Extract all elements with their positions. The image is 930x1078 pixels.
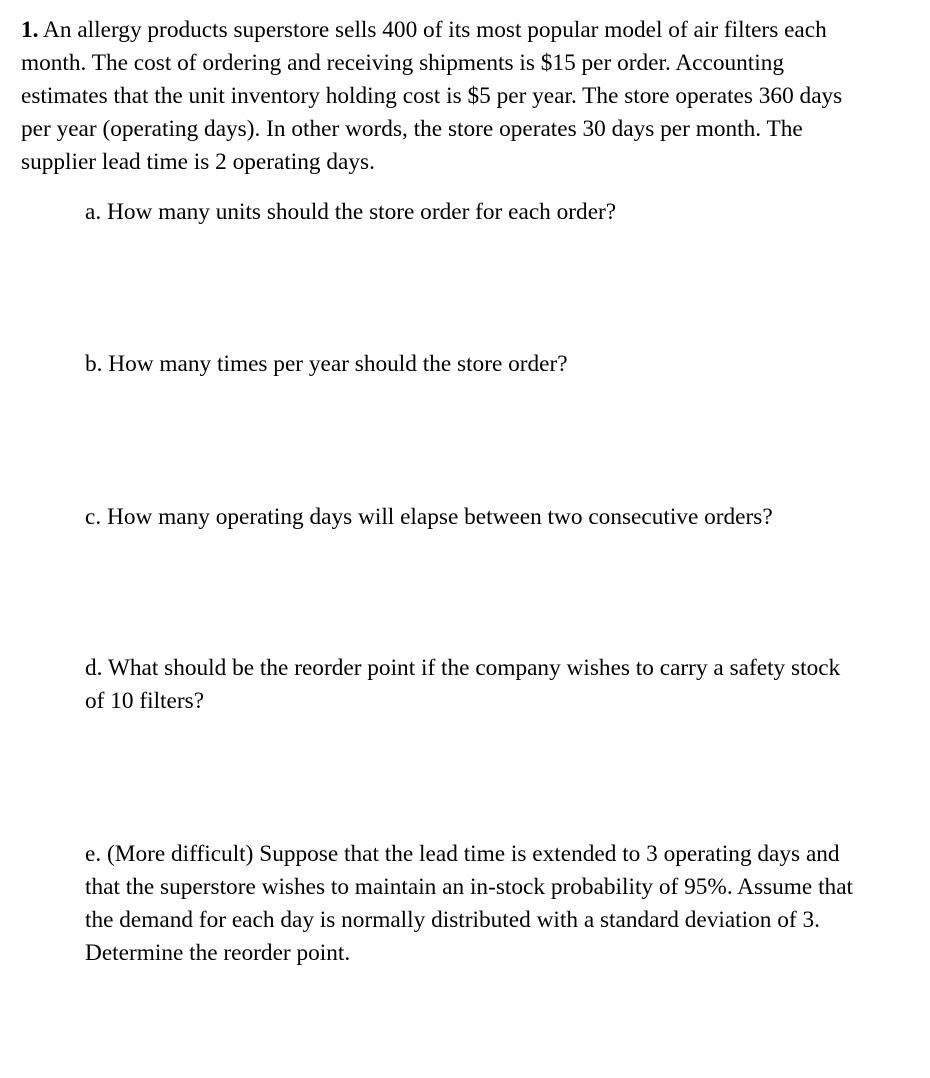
question-c: c. How many operating days will elapse between two consecutive orders? <box>85 504 773 530</box>
question-b: b. How many times per year should the store order? <box>85 351 568 377</box>
problem-number: 1. <box>21 17 39 43</box>
question-e: e. (More difficult) Suppose that the lead time is extended to 3 operating days and that the superstore wishes to maintain an in-stock probability of 95%. Assume that the demand for each day is normally distributed with a standard deviation of 3. Determine the reorder point. <box>85 841 854 966</box>
question-d: d. What should be the reorder point if the company wishes to carry a safety stock of 10 filters? <box>85 655 841 714</box>
problem-intro-text: An allergy products superstore sells 400 of its most popular model of air filters each month. The cost of ordering and receiving shipments is $15 per order. Accounting estimates that the unit inventory holding cost is $5 per year. The store operates 360 days per year (operating days). In other words, the store operates 30 days per month. The supplier lead time is 2 operating days. <box>21 17 843 175</box>
question-a: a. How many units should the store order for each order? <box>85 199 617 225</box>
problem-statement <box>21 14 861 179</box>
